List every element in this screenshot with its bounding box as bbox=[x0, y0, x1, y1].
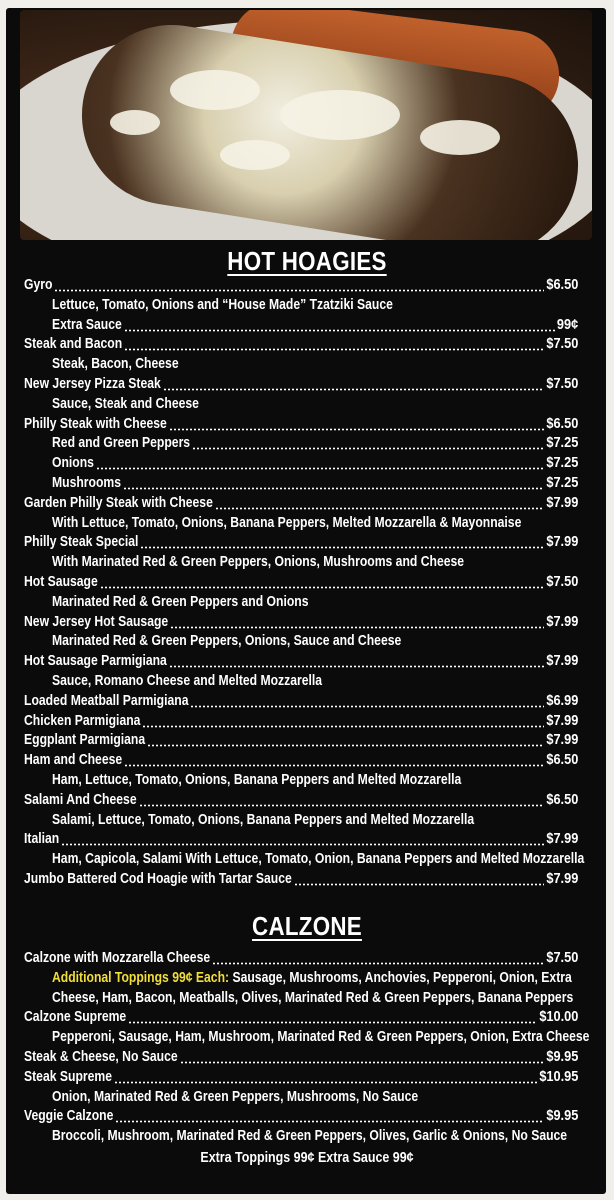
menu-item-price: $7.99 bbox=[546, 613, 578, 630]
menu-item-price: $7.25 bbox=[546, 455, 578, 472]
description-text: Marinated Red & Green Peppers and Onions bbox=[52, 593, 309, 610]
description-text: Sauce, Romano Cheese and Melted Mozzarella bbox=[52, 672, 323, 689]
menu-item bbox=[24, 1107, 578, 1127]
menu-item bbox=[24, 613, 578, 633]
menu-item-description bbox=[24, 850, 585, 870]
dot-leader bbox=[215, 507, 544, 510]
dot-leader bbox=[147, 744, 544, 747]
dot-leader bbox=[124, 348, 544, 351]
dot-leader bbox=[169, 665, 544, 668]
dot-leader bbox=[114, 1081, 537, 1084]
menu-item bbox=[24, 276, 578, 296]
hoagies-menu-list bbox=[24, 276, 585, 890]
food-photo bbox=[20, 10, 592, 240]
menu-item-price: 99¢ bbox=[556, 316, 578, 333]
toppings-highlight: Additional Toppings 99¢ Each: bbox=[52, 969, 230, 986]
menu-sub-item bbox=[24, 316, 578, 336]
menu-item bbox=[24, 712, 578, 732]
menu-item-name: Italian bbox=[24, 831, 60, 848]
description-text: Onion, Marinated Red & Green Peppers, Mushrooms, No Sauce bbox=[52, 1088, 419, 1105]
menu-sub-item bbox=[24, 454, 578, 474]
dot-leader bbox=[180, 1061, 544, 1064]
menu-item-description bbox=[24, 811, 578, 831]
dot-leader bbox=[61, 843, 544, 846]
menu-item bbox=[24, 335, 578, 355]
dot-leader bbox=[124, 764, 544, 767]
description-text: With Marinated Red & Green Peppers, Onions, Mushrooms and Cheese bbox=[52, 554, 465, 571]
dot-leader bbox=[100, 586, 544, 589]
menu-item-price: $7.99 bbox=[546, 870, 578, 887]
menu-item-description bbox=[24, 593, 578, 613]
menu-item-name: Philly Steak with Cheese bbox=[24, 415, 167, 432]
description-text: Broccoli, Mushroom, Marinated Red & Green Peppers, Olives, Garlic & Onions, No Sauce bbox=[52, 1128, 568, 1145]
calzone-menu-list bbox=[24, 949, 590, 1147]
menu-item bbox=[24, 375, 578, 395]
dot-leader bbox=[163, 388, 544, 391]
menu-item-name: Extra Sauce bbox=[52, 316, 122, 333]
hoagies-section-title: HOT HOAGIES bbox=[227, 246, 387, 276]
menu-item-name: Steak and Bacon bbox=[24, 336, 123, 353]
menu-item-name: Philly Steak Special bbox=[24, 534, 139, 551]
menu-item-description bbox=[24, 296, 578, 316]
menu-item-name: Ham and Cheese bbox=[24, 752, 123, 769]
menu-item-description bbox=[24, 355, 578, 375]
dot-leader bbox=[123, 487, 544, 490]
menu-item-name: Loaded Meatball Parmigiana bbox=[24, 692, 189, 709]
menu-item-price: $7.25 bbox=[546, 435, 578, 452]
menu-item bbox=[24, 1008, 578, 1028]
menu-item-description bbox=[24, 1088, 578, 1108]
menu-item bbox=[24, 692, 578, 712]
menu-item-name: Gyro bbox=[24, 277, 53, 293]
dot-leader bbox=[54, 289, 544, 292]
dot-leader bbox=[96, 467, 544, 470]
menu-item bbox=[24, 573, 578, 593]
dot-leader bbox=[192, 447, 544, 450]
menu-item bbox=[24, 731, 578, 751]
menu-item bbox=[24, 830, 578, 850]
menu-item-price: $6.50 bbox=[546, 752, 578, 769]
menu-item-price: $7.50 bbox=[546, 375, 578, 392]
dot-leader bbox=[170, 626, 544, 629]
menu-item bbox=[24, 751, 578, 771]
menu-item-name: Eggplant Parmigiana bbox=[24, 732, 146, 749]
menu-item-name: Calzone with Mozzarella Cheese bbox=[24, 950, 211, 966]
menu-sub-item bbox=[24, 434, 578, 454]
description-text: With Lettuce, Tomato, Onions, Banana Peppers, Melted Mozzarella & Mayonnaise bbox=[52, 514, 522, 531]
menu-item-price: $9.95 bbox=[546, 1048, 578, 1065]
menu-item-description bbox=[24, 989, 578, 1009]
menu-item-price: $7.50 bbox=[546, 573, 578, 590]
menu-item bbox=[24, 1068, 578, 1088]
menu-item-name: Steak Supreme bbox=[24, 1068, 113, 1085]
description-text: Marinated Red & Green Peppers, Onions, Sauce and Cheese bbox=[52, 633, 402, 650]
description-text: Cheese, Ham, Bacon, Meatballs, Olives, Marinated Red & Green Peppers, Banana Peppers bbox=[52, 989, 574, 1006]
menu-item-price: $7.50 bbox=[546, 336, 578, 353]
menu-item-price: $9.95 bbox=[546, 1108, 578, 1125]
description-text: Ham, Capicola, Salami With Lettuce, Tomato, Onion, Banana Peppers and Melted Mozzarella bbox=[52, 851, 585, 868]
description-text: Ham, Lettuce, Tomato, Onions, Banana Peppers and Melted Mozzarella bbox=[52, 771, 462, 788]
dot-leader bbox=[212, 962, 544, 965]
menu-item-price: $7.99 bbox=[546, 732, 578, 749]
menu-item-name: Hot Sausage Parmigiana bbox=[24, 653, 167, 670]
menu-item bbox=[24, 415, 578, 435]
menu-sub-item bbox=[24, 474, 578, 494]
menu-item bbox=[24, 1048, 578, 1068]
menu-item-price: $7.99 bbox=[546, 712, 578, 729]
menu-item-name: New Jersey Hot Sausage bbox=[24, 613, 169, 630]
menu-item-price: $7.99 bbox=[546, 534, 578, 551]
dot-leader bbox=[169, 428, 544, 431]
menu-item bbox=[24, 949, 578, 969]
menu-item bbox=[24, 870, 578, 890]
menu-item-price: $7.99 bbox=[546, 653, 578, 670]
description-text: Sauce, Steak and Cheese bbox=[52, 395, 199, 412]
description-text: Steak, Bacon, Cheese bbox=[52, 356, 179, 373]
menu-item-price: $10.95 bbox=[538, 1068, 578, 1085]
dot-leader bbox=[128, 1021, 537, 1024]
menu-item-name: Chicken Parmigiana bbox=[24, 712, 141, 729]
dot-leader bbox=[140, 546, 544, 549]
menu-item-description bbox=[24, 514, 578, 534]
menu-item-description bbox=[24, 632, 578, 652]
menu-item-description bbox=[24, 771, 578, 791]
description-text: Salami, Lettuce, Tomato, Onions, Banana Peppers and Melted Mozzarella bbox=[52, 811, 475, 828]
menu-item-price: $7.99 bbox=[546, 494, 578, 511]
menu-item-name: Calzone Supreme bbox=[24, 1009, 127, 1026]
menu-item-description bbox=[24, 969, 578, 989]
menu-item bbox=[24, 652, 578, 672]
dot-leader bbox=[124, 329, 555, 332]
menu-item-name: Veggie Calzone bbox=[24, 1108, 114, 1125]
dot-leader bbox=[139, 804, 544, 807]
menu-item-name: Garden Philly Steak with Cheese bbox=[24, 494, 213, 511]
menu-item-name: Salami And Cheese bbox=[24, 791, 137, 808]
menu-item-price: $7.50 bbox=[546, 950, 578, 966]
description-text: Sausage, Mushrooms, Anchovies, Pepperoni, Onion, Extra bbox=[229, 969, 572, 986]
calzone-section-title: CALZONE bbox=[252, 911, 362, 941]
menu-item-price: $10.00 bbox=[538, 1009, 578, 1026]
menu-item-name: Jumbo Battered Cod Hoagie with Tartar Sauce bbox=[24, 870, 292, 887]
dot-leader bbox=[190, 705, 544, 708]
menu-item-price: $6.50 bbox=[546, 791, 578, 808]
dot-leader bbox=[115, 1120, 544, 1123]
menu-item-name: New Jersey Pizza Steak bbox=[24, 375, 161, 392]
menu-item bbox=[24, 494, 578, 514]
dot-leader bbox=[294, 883, 544, 886]
menu-item-name: Steak & Cheese, No Sauce bbox=[24, 1048, 178, 1065]
menu-item-description bbox=[24, 1028, 590, 1048]
menu-item bbox=[24, 791, 578, 811]
menu-item-name: Mushrooms bbox=[52, 474, 122, 491]
menu-item-name: Hot Sausage bbox=[24, 573, 98, 590]
menu-item-name: Red and Green Peppers bbox=[52, 435, 191, 452]
description-text: Lettuce, Tomato, Onions and “House Made” Tzatziki Sauce bbox=[52, 296, 393, 313]
menu-item-description bbox=[24, 672, 578, 692]
menu-item-name: Onions bbox=[52, 455, 94, 472]
menu-item-price: $6.50 bbox=[546, 277, 578, 293]
dot-leader bbox=[142, 725, 544, 728]
calzone-footer-note: Extra Toppings 99¢ Extra Sauce 99¢ bbox=[200, 1150, 414, 1166]
menu-item bbox=[24, 533, 578, 553]
menu-item-description bbox=[24, 1127, 578, 1147]
menu-item-description bbox=[24, 395, 578, 415]
menu-item-price: $6.99 bbox=[546, 692, 578, 709]
menu-item-description bbox=[24, 553, 578, 573]
description-text: Pepperoni, Sausage, Ham, Mushroom, Marinated Red & Green Peppers, Onion, Extra Cheese bbox=[52, 1029, 590, 1046]
menu-item-price: $7.25 bbox=[546, 474, 578, 491]
menu-item-price: $6.50 bbox=[546, 415, 578, 432]
menu-item-price: $7.99 bbox=[546, 831, 578, 848]
